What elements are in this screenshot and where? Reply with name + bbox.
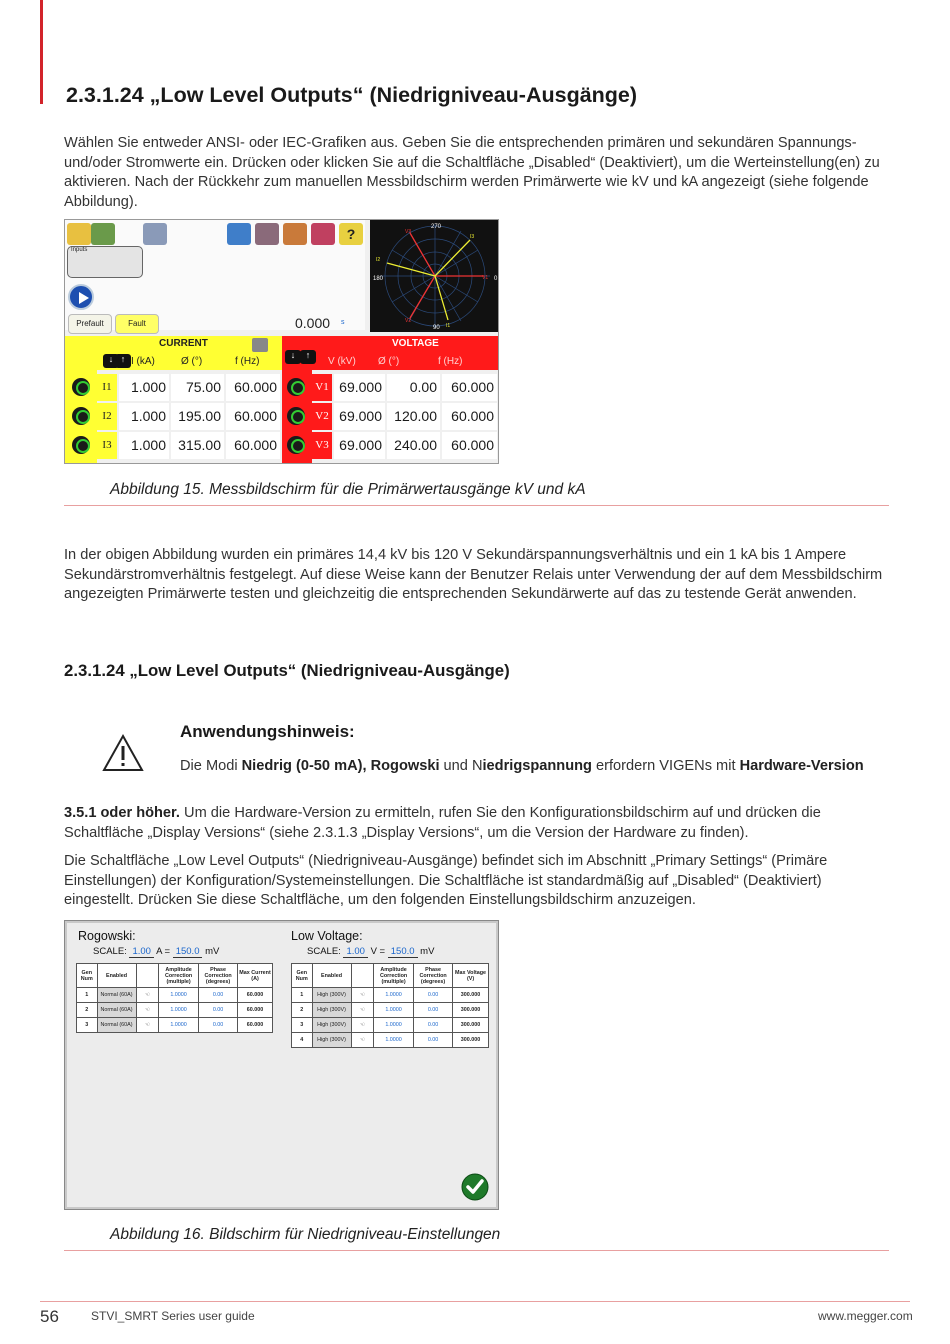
current-header bbox=[97, 336, 282, 370]
col-phase: Phase Correction (degrees) bbox=[414, 964, 453, 988]
ramp-icon[interactable] bbox=[311, 223, 335, 245]
phasor-label-v2: V2 bbox=[405, 318, 412, 324]
arrow-up-icon[interactable]: ↑ bbox=[300, 350, 316, 364]
enabled-select[interactable]: Normal (60A) bbox=[97, 1018, 136, 1033]
max-value: 300.000 bbox=[453, 1018, 489, 1033]
page-number: 56 bbox=[40, 1307, 59, 1326]
table-row bbox=[292, 1003, 489, 1018]
phasor-label-i3: I3 bbox=[470, 234, 475, 240]
max-value: 60.000 bbox=[238, 1018, 273, 1033]
voltage-header bbox=[290, 336, 499, 370]
eq-label: V = bbox=[370, 946, 386, 957]
voltage-title: VOLTAGE bbox=[392, 338, 439, 349]
unit-label: mV bbox=[205, 946, 220, 957]
arrow-up-icon[interactable]: ↑ bbox=[115, 354, 131, 368]
rogowski-table bbox=[76, 963, 273, 1033]
phase-value[interactable]: 0.00 bbox=[414, 1018, 453, 1033]
max-value: 300.000 bbox=[453, 988, 489, 1003]
current-title: CURRENT bbox=[159, 338, 208, 349]
amplitude-value[interactable]: 1.0000 bbox=[374, 988, 414, 1003]
channel-label: V3 bbox=[312, 432, 332, 459]
power-icon[interactable] bbox=[72, 407, 90, 425]
hand-icon[interactable]: ☜ bbox=[351, 1003, 374, 1018]
col-icon bbox=[351, 964, 374, 988]
col-icon bbox=[136, 964, 159, 988]
hand-icon[interactable]: ☜ bbox=[351, 988, 374, 1003]
v2-vector bbox=[410, 276, 435, 318]
amplitude-value[interactable]: 1.0000 bbox=[159, 1018, 199, 1033]
gen-num: 3 bbox=[292, 1018, 313, 1033]
voltage-col-mag: V (kV) bbox=[328, 356, 356, 367]
phasor-label-v3: V3 bbox=[405, 229, 412, 235]
table-row bbox=[77, 1018, 273, 1033]
voltage-frequency[interactable]: 60.000 bbox=[442, 432, 497, 459]
inputs-label: Inputs bbox=[71, 247, 88, 253]
footer-title: STVI_SMRT Series user guide bbox=[91, 1309, 255, 1323]
footer-url[interactable]: www.megger.com bbox=[818, 1309, 913, 1323]
table-row bbox=[292, 988, 489, 1003]
voltage-col-angle: Ø (°) bbox=[378, 356, 400, 367]
voltage-magnitude[interactable]: 69.000 bbox=[334, 403, 385, 430]
current-col-mag: I (kA) bbox=[131, 356, 155, 367]
note-bold-hardware: Hardware-Version bbox=[739, 758, 864, 774]
amplitude-value[interactable]: 1.0000 bbox=[374, 1018, 414, 1033]
figure-15-screenshot bbox=[64, 219, 499, 464]
section-heading: 2.3.1.24 „Low Level Outputs“ (Niedrigniveau-Ausgänge) bbox=[66, 83, 638, 107]
note-bold-modes: Niedrig (0-50 mA), Rogowski bbox=[241, 758, 440, 774]
phasor-label-v1: V1 bbox=[482, 275, 489, 281]
current-angle[interactable]: 315.00 bbox=[171, 432, 224, 459]
phasor-label-i2: I2 bbox=[376, 257, 381, 263]
confirm-checkmark-icon[interactable] bbox=[461, 1173, 489, 1201]
low-voltage-title: Low Voltage: bbox=[291, 929, 363, 943]
low-voltage-table bbox=[291, 963, 489, 1048]
figure-16-caption: Abbildung 16. Bildschirm für Niedrigniveau-Einstellungen bbox=[110, 1226, 501, 1243]
gear-icon[interactable] bbox=[91, 223, 115, 245]
col-max-current: Max Current (A) bbox=[238, 964, 273, 988]
note-text bbox=[180, 757, 880, 777]
channel-label: I3 bbox=[97, 432, 117, 459]
enabled-select[interactable]: High (300V) bbox=[312, 1018, 351, 1033]
power-icon[interactable] bbox=[287, 378, 305, 396]
timer-display: 0.000 bbox=[295, 315, 331, 331]
hand-icon[interactable]: ☜ bbox=[351, 1033, 374, 1048]
current-frequency[interactable]: 60.000 bbox=[226, 374, 280, 401]
intro-paragraph: Wählen Sie entweder ANSI- oder IEC-Grafiken aus. Geben Sie die entsprechenden primären und sekundären Spannungs- und/oder Stromwerte ein. Drücken oder klicken Sie auf die Schaltfläche „Disabled“ (Deaktiviert), um die Werteinstellung(en) zu aktivieren. Nach der Rückkehr zum manuellen Messbildschirm werden Primärwerte wie kV und kA angezeigt (siehe folgende Abbildung). bbox=[64, 135, 880, 210]
hardware-version-paragraph bbox=[64, 804, 894, 843]
hand-icon[interactable]: ☜ bbox=[351, 1018, 374, 1033]
note-text-part: Die Modi bbox=[180, 758, 242, 774]
prefault-button[interactable]: Prefault bbox=[68, 314, 112, 334]
figure-16-screenshot bbox=[64, 920, 499, 1210]
power-icon[interactable] bbox=[287, 436, 305, 454]
power-icon[interactable] bbox=[72, 378, 90, 396]
scale-label: SCALE: bbox=[307, 946, 341, 957]
max-value: 300.000 bbox=[453, 1003, 489, 1018]
col-amplitude: Amplitude Correction (multiple) bbox=[374, 964, 414, 988]
table-row bbox=[292, 1033, 489, 1048]
col-phase: Phase Correction (degrees) bbox=[199, 964, 238, 988]
fault-button[interactable]: Fault bbox=[115, 314, 159, 334]
phase-value[interactable]: 0.00 bbox=[199, 1003, 238, 1018]
col-gen-num: Gen Num bbox=[77, 964, 98, 988]
help-icon[interactable]: ? bbox=[339, 223, 363, 245]
phasor-label-0: 0 bbox=[494, 276, 498, 282]
current-angle[interactable]: 75.00 bbox=[171, 374, 224, 401]
note-text-part: und N bbox=[439, 758, 483, 774]
footer-divider bbox=[40, 1301, 910, 1302]
current-frequency[interactable]: 60.000 bbox=[226, 403, 280, 430]
hand-icon[interactable]: ☜ bbox=[136, 988, 159, 1003]
voltage-angle[interactable]: 120.00 bbox=[387, 403, 440, 430]
voltage-magnitude[interactable]: 69.000 bbox=[334, 374, 385, 401]
test-view-icon[interactable] bbox=[227, 223, 251, 245]
play-button[interactable] bbox=[68, 284, 94, 310]
margin-accent-bar bbox=[40, 0, 43, 104]
power-icon[interactable] bbox=[72, 436, 90, 454]
arrow-down-icon[interactable]: ↓ bbox=[103, 354, 119, 368]
col-gen-num: Gen Num bbox=[292, 964, 313, 988]
current-frequency[interactable]: 60.000 bbox=[226, 432, 280, 459]
phasor-label-270: 270 bbox=[431, 224, 442, 230]
col-amplitude: Amplitude Correction (multiple) bbox=[159, 964, 199, 988]
gen-num: 4 bbox=[292, 1033, 313, 1048]
col-enabled: Enabled bbox=[312, 964, 351, 988]
current-magnitude[interactable]: 1.000 bbox=[119, 403, 169, 430]
version-bold: 3.5.1 oder höher. bbox=[64, 805, 180, 821]
current-angle[interactable]: 195.00 bbox=[171, 403, 224, 430]
low-voltage-scale-input[interactable]: 1.00 bbox=[343, 946, 368, 958]
channel-label: I1 bbox=[97, 374, 117, 401]
config-icon[interactable] bbox=[67, 223, 91, 245]
voltage-angle[interactable]: 0.00 bbox=[387, 374, 440, 401]
gen-num: 1 bbox=[292, 988, 313, 1003]
voltage-frequency[interactable]: 60.000 bbox=[442, 374, 497, 401]
low-voltage-scale bbox=[307, 946, 434, 957]
phase-value[interactable]: 0.00 bbox=[414, 988, 453, 1003]
channel-label: V1 bbox=[312, 374, 332, 401]
rogowski-scale bbox=[93, 946, 219, 957]
phasor-label-180: 180 bbox=[373, 276, 384, 282]
amplitude-value[interactable]: 1.0000 bbox=[374, 1033, 414, 1048]
rogowski-scale-input[interactable]: 1.00 bbox=[129, 946, 154, 958]
phase-value[interactable]: 0.00 bbox=[414, 1033, 453, 1048]
inputs-panel[interactable] bbox=[67, 246, 143, 278]
pulse-icon[interactable] bbox=[255, 223, 279, 245]
enabled-select[interactable]: High (300V) bbox=[312, 1003, 351, 1018]
phase-value[interactable]: 0.00 bbox=[199, 988, 238, 1003]
gen-num: 3 bbox=[77, 1018, 98, 1033]
tool-icon[interactable] bbox=[283, 223, 307, 245]
enabled-select[interactable]: High (300V) bbox=[312, 988, 351, 1003]
max-value: 300.000 bbox=[453, 1033, 489, 1048]
enabled-select[interactable]: Normal (60A) bbox=[97, 988, 136, 1003]
amplitude-value[interactable]: 1.0000 bbox=[374, 1003, 414, 1018]
scale-label: SCALE: bbox=[93, 946, 127, 957]
phasor-label-i1: I1 bbox=[446, 323, 451, 329]
low-voltage-mv-input[interactable]: 150.0 bbox=[388, 946, 418, 958]
rogowski-mv-input[interactable]: 150.0 bbox=[173, 946, 203, 958]
low-level-settings-window bbox=[67, 923, 496, 1207]
divider bbox=[64, 1250, 889, 1251]
gen-num: 1 bbox=[77, 988, 98, 1003]
power-icon[interactable] bbox=[287, 407, 305, 425]
table-row bbox=[77, 988, 273, 1003]
table-row bbox=[292, 1018, 489, 1033]
enabled-select[interactable]: High (300V) bbox=[312, 1033, 351, 1048]
channel-label: I2 bbox=[97, 403, 117, 430]
current-col-angle: Ø (°) bbox=[181, 356, 203, 367]
table-row bbox=[77, 1003, 273, 1018]
timer-unit: s bbox=[341, 319, 345, 326]
gen-num: 2 bbox=[292, 1003, 313, 1018]
manual-test-toolbar bbox=[65, 220, 365, 330]
note-text-part: erfordern VIGENs mit bbox=[591, 758, 740, 774]
phase-value[interactable]: 0.00 bbox=[199, 1018, 238, 1033]
voltage-frequency[interactable]: 60.000 bbox=[442, 403, 497, 430]
gen-num: 2 bbox=[77, 1003, 98, 1018]
phasor-label-90: 90 bbox=[433, 325, 440, 331]
note-title: Anwendungshinweis: bbox=[180, 722, 355, 741]
warning-icon bbox=[101, 733, 145, 773]
hand-icon[interactable]: ☜ bbox=[136, 1018, 159, 1033]
current-col-freq: f (Hz) bbox=[235, 356, 260, 367]
note-bold-low-voltage: iedrigspannung bbox=[482, 758, 592, 774]
output-grid bbox=[65, 336, 499, 464]
rogowski-title: Rogowski: bbox=[78, 929, 136, 943]
calculator-icon[interactable] bbox=[252, 338, 268, 352]
subsection-heading: 2.3.1.24 „Low Level Outputs“ (Niedrigniveau-Ausgänge) bbox=[64, 661, 510, 680]
enabled-select[interactable]: Normal (60A) bbox=[97, 1003, 136, 1018]
phasor-diagram bbox=[370, 220, 499, 332]
eq-label: A = bbox=[156, 946, 171, 957]
divider bbox=[64, 505, 889, 506]
version-text: Um die Hardware-Version zu ermitteln, rufen Sie den Konfigurationsbildschirm auf und drücken die Schaltfläche „Display Versions“ (siehe 2.3.1.3 „Display Versions“, um die Version der Hardware zu finden). bbox=[64, 805, 821, 841]
ratio-paragraph: In der obigen Abbildung wurden ein primäres 14,4 kV bis 120 V Sekundärspannungsverhältnis und ein 1 kA bis 1 Ampere Sekundärstromverhältnis festgelegt. Auf diese Weise kann der Benutzer Relais unter Verwendung der auf dem Messbildschirm angezeigten Primärwerte testen und gleichzeitig die entsprechenden Sekundärwerte auf das zu testende Gerät anwenden. bbox=[64, 547, 883, 603]
current-magnitude[interactable]: 1.000 bbox=[119, 432, 169, 459]
current-magnitude[interactable]: 1.000 bbox=[119, 374, 169, 401]
col-max-voltage: Max Voltage (V) bbox=[453, 964, 489, 988]
arrow-down-icon[interactable]: ↓ bbox=[285, 350, 301, 364]
channel-label: V2 bbox=[312, 403, 332, 430]
amplitude-value[interactable]: 1.0000 bbox=[159, 988, 199, 1003]
amplitude-value[interactable]: 1.0000 bbox=[159, 1003, 199, 1018]
max-value: 60.000 bbox=[238, 988, 273, 1003]
col-enabled: Enabled bbox=[97, 964, 136, 988]
button-location-paragraph: Die Schaltfläche „Low Level Outputs“ (Niedrigniveau-Ausgänge) befindet sich im Abschnitt „Primary Settings“ (Primäre Einstellungen) der Konfiguration/Systemeinstellungen. Die Schaltfläche ist standardmäßig auf „Disabled“ (Deaktiviert) eingestellt. Drücken Sie diese Schaltfläche, um den folgenden Einstellungsbildschirm anzuzeigen. bbox=[64, 853, 828, 909]
phase-value[interactable]: 0.00 bbox=[414, 1003, 453, 1018]
unit-label: mV bbox=[420, 946, 435, 957]
voltage-col-freq: f (Hz) bbox=[438, 356, 463, 367]
max-value: 60.000 bbox=[238, 1003, 273, 1018]
hand-icon[interactable]: ☜ bbox=[136, 1003, 159, 1018]
voltage-angle[interactable]: 240.00 bbox=[387, 432, 440, 459]
figure-15-caption: Abbildung 15. Messbildschirm für die Primärwertausgänge kV und kA bbox=[110, 481, 586, 498]
voltage-magnitude[interactable]: 69.000 bbox=[334, 432, 385, 459]
settings-panel-icon[interactable] bbox=[143, 223, 167, 245]
